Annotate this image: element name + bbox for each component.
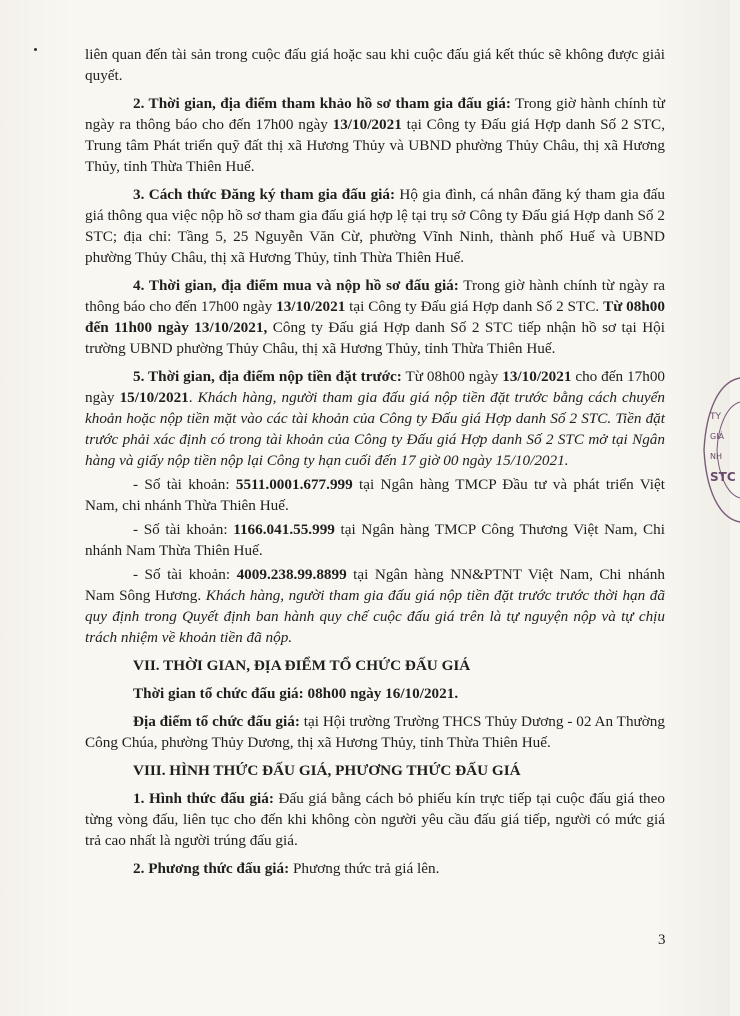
seal-text-line: TY	[710, 412, 721, 422]
section-8-method-heading: 2. Phương thức đấu giá:	[133, 860, 290, 877]
account-number: 4009.238.99.8899	[236, 566, 347, 583]
account-3-note: Khách hàng, người tham gia đấu giá nộp tiền đặt trước trước thời hạn đã quy định trong Quyết định ban hành quy chế cuộc đấu giá trên là tự nguyện nộp và tự chịu trách nhiệm về khoản tiền đã nộp.	[85, 587, 665, 646]
section-4-paragraph: 4. Thời gian, địa điểm mua và nộp hồ sơ đấu giá: Trong giờ hành chính từ ngày ra thông báo cho đến 17h00 ngày 13/10/2021 tại Công ty Đấu giá Hợp danh Số 2 STC. Từ 08h00 đến 11h00 ngày 13/10/2021, Công ty Đấu giá Hợp danh Số 2 STC tiếp nhận hồ sơ tại Hội trường UBND phường Thủy Châu, thị xã Hương Thủy, tỉnh Thừa Thiên Huế.	[85, 277, 666, 357]
section-8-form-heading: 1. Hình thức đấu giá:	[133, 790, 274, 807]
intro-paragraph: liên quan đến tài sản trong cuộc đấu giá hoặc sau khi cuộc đấu giá kết thúc sẽ không được giải quyết.	[85, 46, 665, 84]
document-body	[85, 44, 665, 879]
section-7-place-heading: Địa điểm tổ chức đấu giá:	[133, 713, 300, 730]
seal-outline	[700, 372, 740, 528]
section-7-place: Địa điểm tổ chức đấu giá: tại Hội trường Trường THCS Thủy Dương - 02 An Thường Công Chúa, phường Thủy Dương, thị xã Hương Thủy, tỉnh Thừa Thiên Huế.	[85, 713, 665, 751]
section-8-form: 1. Hình thức đấu giá: Đấu giá bằng cách bỏ phiếu kín trực tiếp tại cuộc đấu giá theo từng vòng đấu, liên tục cho đến khi không còn người yêu cầu đấu giá tiếp, người có mức giá trả cao nhất là người trúng đấu giá.	[85, 790, 665, 849]
section-8-method: 2. Phương thức đấu giá: Phương thức trả giá lên.	[133, 860, 440, 877]
section-3-heading: 3. Cách thức Đăng ký tham gia đấu giá:	[133, 186, 396, 203]
scan-speck	[34, 48, 37, 51]
section-5-heading: 5. Thời gian, địa điểm nộp tiền đặt trước:	[133, 368, 402, 385]
section-2-heading: 2. Thời gian, địa điểm tham khảo hồ sơ tham gia đấu giá:	[133, 95, 511, 112]
company-seal-stamp	[700, 372, 740, 528]
seal-text-line: GIÁ	[710, 432, 725, 441]
section-4-heading: 4. Thời gian, địa điểm mua và nộp hồ sơ đấu giá:	[133, 277, 459, 294]
section-8-title: VIII. HÌNH THỨC ĐẤU GIÁ, PHƯƠNG THỨC ĐẤU GIÁ	[133, 762, 521, 779]
account-1: - Số tài khoản: 5511.0001.677.999 tại Ngân hàng TMCP Đầu tư và phát triển Việt Nam, chi nhánh Thừa Thiên Huế.	[85, 476, 665, 514]
section-5-paragraph: 5. Thời gian, địa điểm nộp tiền đặt trước: Từ 08h00 ngày 13/10/2021 cho đến 17h00 ngày 15/10/2021. Khách hàng, người tham gia đấu giá nộp tiền đặt trước bằng cách chuyển khoản hoặc nộp tiền mặt vào các tài khoản của Công ty Đấu giá Hợp danh Số 2 STC. Tiền đặt trước phải xác định có trong tài khoản của Công ty Đấu giá Hợp danh Số 2 STC mở tại Ngân hàng và giấy nộp tiền nộp lại Công ty hạn cuối đến 17 giờ 00 ngày 15/10/2021.	[85, 368, 666, 469]
account-3: - Số tài khoản: 4009.238.99.8899 tại Ngân hàng NN&PTNT Việt Nam, Chi nhánh Nam Sông Hương. Khách hàng, người tham gia đấu giá nộp tiền đặt trước trước thời hạn đã quy định trong Quyết định ban hành quy chế cuộc đấu giá trên là tự nguyện nộp và tự chịu trách nhiệm về khoản tiền đã nộp.	[85, 566, 665, 646]
section-7-title: VII. THỜI GIAN, ĐỊA ĐIỂM TỔ CHỨC ĐẤU GIÁ	[133, 657, 471, 674]
account-2: - Số tài khoản: 1166.041.55.999 tại Ngân hàng TMCP Công Thương Việt Nam, Chi nhánh Nam Thừa Thiên Huế.	[85, 521, 665, 559]
section-7-time: Thời gian tổ chức đấu giá: 08h00 ngày 16/10/2021.	[133, 685, 459, 702]
account-number: 1166.041.55.999	[233, 521, 335, 538]
section-2-date: 13/10/2021	[332, 116, 402, 133]
seal-text-line: STC	[710, 470, 736, 484]
section-2-paragraph: 2. Thời gian, địa điểm tham khảo hồ sơ tham gia đấu giá: Trong giờ hành chính từ ngày ra thông báo cho đến 17h00 ngày 13/10/2021 tại Công ty Đấu giá Hợp danh Số 2 STC, Trung tâm Phát triển quỹ đất thị xã Hương Thủy và UBND phường Thủy Châu, thị xã Hương Thủy, tỉnh Thừa Thiên Huế.	[85, 95, 665, 175]
page-number: 3	[658, 932, 666, 948]
seal-text-line: NH	[710, 452, 722, 461]
account-number: 5511.0001.677.999	[235, 476, 353, 493]
section-5-note: Khách hàng, người tham gia đấu giá nộp tiền đặt trước bằng cách chuyển khoản hoặc nộp tiền mặt vào các tài khoản của Công ty Đấu giá Hợp danh Số 2 STC. Tiền đặt trước phải xác định có trong tài khoản của Công ty Đấu giá Hợp danh Số 2 STC mở tại Ngân hàng và giấy nộp tiền nộp lại Công ty hạn cuối đến 17 giờ 00 ngày 15/10/2021.	[85, 389, 665, 469]
section-3-paragraph: 3. Cách thức Đăng ký tham gia đấu giá: Hộ gia đình, cá nhân đăng ký tham gia đấu giá thông qua việc nộp hồ sơ tham gia đấu giá hợp lệ tại trụ sở Công ty Đấu giá Hợp danh Số 2 STC; địa chỉ: Tầng 5, 25 Nguyễn Văn Cừ, phường Vĩnh Ninh, thành phố Huế và UBND phường Thủy Châu, thị xã Hương Thủy, tỉnh Thừa Thiên Huế.	[85, 186, 666, 266]
